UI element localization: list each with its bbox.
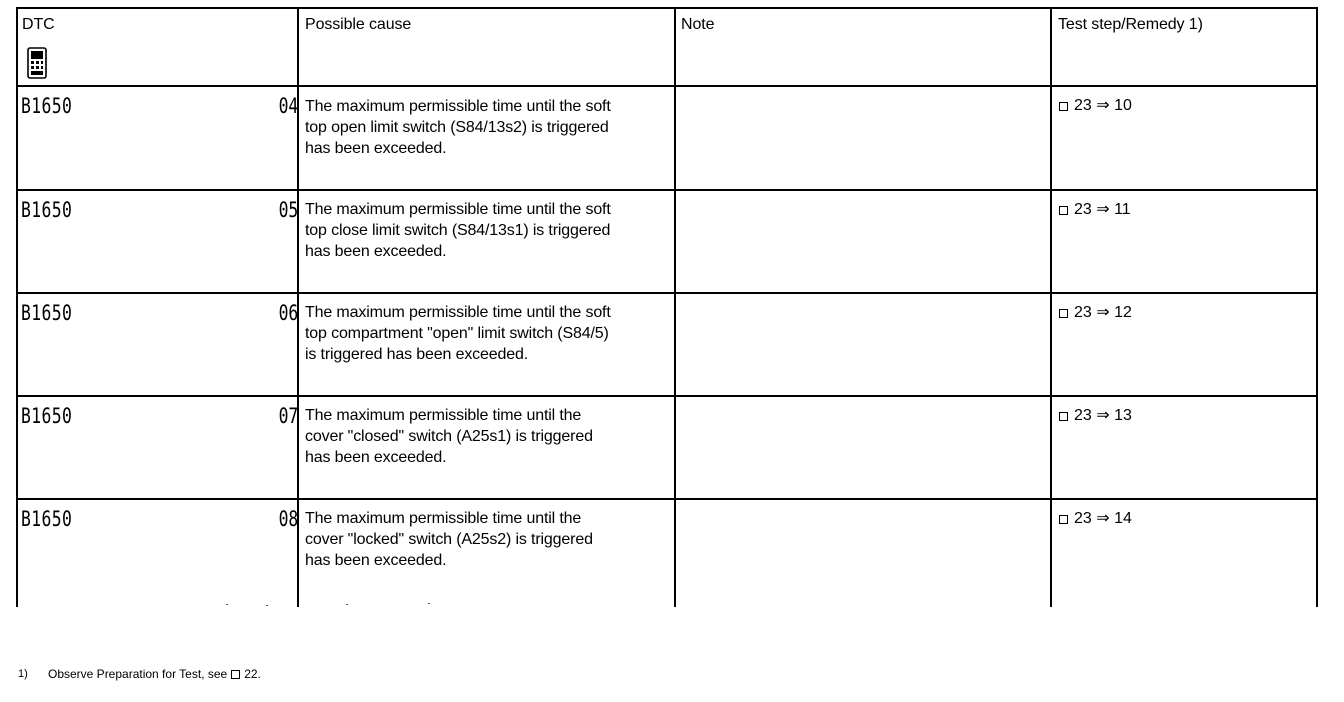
test-step-text: 23 ⇒ 12 [1074, 304, 1132, 321]
cause-line: has been exceeded. [305, 243, 447, 260]
table-border-top [16, 7, 1318, 9]
footnote-text: Observe Preparation for Test, see [48, 667, 228, 681]
cause-line: cover "locked" switch (A25s2) is triggered [305, 531, 593, 548]
row-divider [16, 85, 1318, 87]
header-possible-cause: Possible cause [305, 16, 412, 33]
dtc-subcode: 04 [278, 94, 298, 118]
row-divider [16, 498, 1318, 500]
cause-line: top close limit switch (S84/13s1) is triggered [305, 222, 611, 239]
dtc-subcode: 06 [278, 301, 298, 325]
dtc-code: B1650 [21, 507, 73, 531]
cause-line: top compartment "open" limit switch (S84/5) [305, 325, 609, 342]
cause-line: The maximum permissible time until the soft [305, 98, 611, 115]
table-border-left [16, 7, 18, 607]
test-step-text: 23 ⇒ 13 [1074, 407, 1132, 424]
test-step-link[interactable] [1059, 201, 1131, 219]
dtc-code: B1650 [21, 94, 73, 118]
cause-line: The maximum permissible time until the [305, 510, 582, 527]
column-divider [1050, 7, 1052, 607]
scan-artifact [346, 604, 348, 605]
test-step-text: 23 ⇒ 11 [1074, 201, 1131, 218]
diagnostic-tester-icon [26, 47, 48, 79]
scan-artifact [226, 604, 228, 605]
footnote-marker: 1) [18, 668, 28, 680]
test-step-link[interactable] [1059, 304, 1132, 322]
possible-cause-text [305, 96, 675, 159]
test-step-link[interactable] [1059, 97, 1132, 115]
dtc-code: B1650 [21, 198, 73, 222]
cause-line: has been exceeded. [305, 552, 447, 569]
scan-artifact [266, 605, 268, 606]
table-border-right [1316, 7, 1318, 607]
row-divider [16, 189, 1318, 191]
possible-cause-text [305, 508, 675, 571]
dtc-table [16, 7, 1318, 607]
cause-line: The maximum permissible time until the soft [305, 304, 611, 321]
possible-cause-text [305, 199, 675, 262]
cause-line: is triggered has been exceeded. [305, 346, 529, 363]
book-reference-icon [1059, 309, 1068, 318]
footnote-page-link[interactable]: 22. [244, 667, 261, 681]
book-reference-icon [1059, 102, 1068, 111]
book-reference-icon [231, 670, 240, 679]
possible-cause-text [305, 405, 675, 468]
test-step-text: 23 ⇒ 14 [1074, 510, 1132, 527]
header-dtc: DTC [22, 16, 55, 33]
row-divider [16, 395, 1318, 397]
dtc-code: B1650 [21, 404, 73, 428]
dtc-subcode: 05 [278, 198, 298, 222]
cause-line: has been exceeded. [305, 449, 447, 466]
test-step-link[interactable] [1059, 407, 1132, 425]
book-reference-icon [1059, 515, 1068, 524]
cause-line: top open limit switch (S84/13s2) is triggered [305, 119, 609, 136]
scan-artifact [428, 603, 430, 604]
cause-line: The maximum permissible time until the soft [305, 201, 611, 218]
test-step-link[interactable] [1059, 510, 1132, 528]
test-step-text: 23 ⇒ 10 [1074, 97, 1132, 114]
dtc-code: B1650 [21, 301, 73, 325]
row-divider [16, 292, 1318, 294]
cause-line: cover "closed" switch (A25s1) is triggered [305, 428, 593, 445]
cause-line: has been exceeded. [305, 140, 447, 157]
cause-line: The maximum permissible time until the [305, 407, 582, 424]
footnote [18, 666, 261, 682]
dtc-subcode: 07 [278, 404, 298, 428]
header-note: Note [681, 16, 715, 33]
possible-cause-text [305, 302, 675, 365]
book-reference-icon [1059, 206, 1068, 215]
book-reference-icon [1059, 412, 1068, 421]
header-test-step: Test step/Remedy 1) [1058, 16, 1203, 33]
dtc-subcode: 08 [278, 507, 298, 531]
